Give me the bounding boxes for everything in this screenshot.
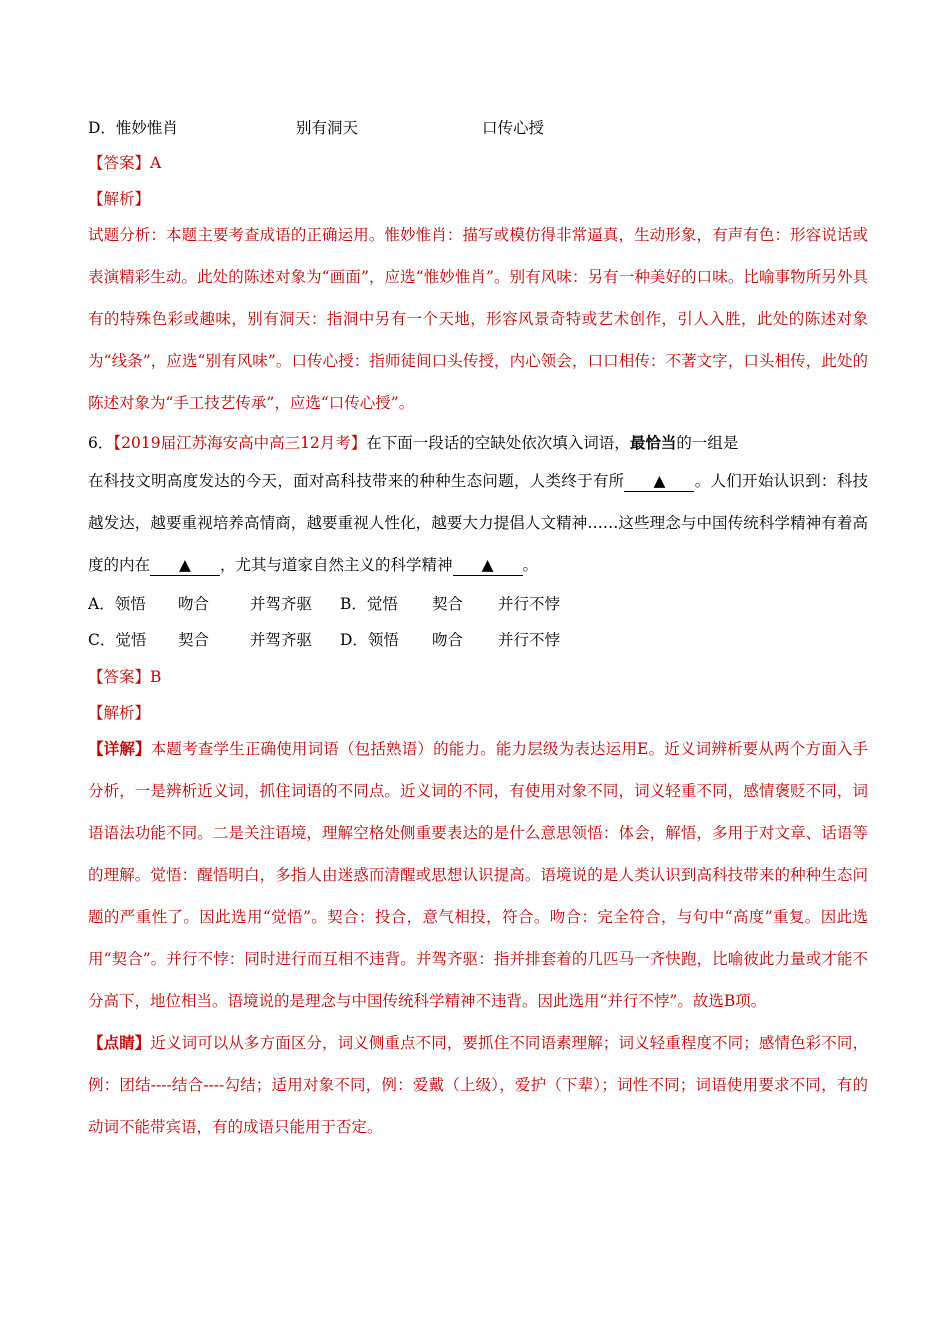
q6-option-d-word3: 并行不悖: [498, 631, 561, 649]
q6-stem-b: 的一组是: [676, 434, 739, 452]
q6-answer: 【答案】B: [88, 668, 162, 686]
q6-option-d: D．领悟: [340, 631, 399, 649]
q6-options-row-1: [88, 586, 868, 622]
q6-tip: [88, 1022, 868, 1148]
q6-stem-emphasis: 最恰当: [629, 434, 677, 452]
q6-detail-label: 【详解】: [88, 739, 151, 758]
q6-passage: [88, 460, 868, 586]
q6-option-b: B．觉悟: [340, 595, 398, 613]
q5-analysis-text: 试题分析：本题主要考查成语的正确运用。惟妙惟肖：描写或模仿得非常逼真，生动形象，有声有色：形容说话或表演精彩生动。此处的陈述对象为“画面”，应选“惟妙惟肖”。别有风味：另有一种美好的口味。比喻事物所另外具有的特殊色彩或趣味，别有洞天：指洞中另有一个天地，形容风景奇特或艺术创作，引人入胜，此处的陈述对象为“线条”，应选“别有风味”。口传心授：指师徒间口头传授，内心领会，口口相传：不著文字，口头相传，此处的陈述对象为“手工技艺传承”，应选“口传心授”。: [88, 226, 868, 412]
q6-options-row-2: [88, 622, 868, 658]
q6-option-c-word3: 并驾齐驱: [250, 631, 313, 649]
q6-tip-text: 近义词可以从多方面区分，词义侧重点不同，要抓住不同语素理解；词义轻重程度不同；感情色彩不同，例：团结----结合----勾结；适用对象不同，例：爱戴（上级），爱护（下辈）；词性不同；词语使用要求不同，有的动词不能带宾语，有的成语只能用于否定。: [88, 1034, 868, 1136]
q6-option-a-word3: 并驾齐驱: [250, 595, 313, 613]
q5-option-d: [88, 110, 868, 146]
document-page: [88, 110, 868, 1148]
q6-blank-3: ▲: [453, 555, 523, 576]
q6-detail-text: 本题考查学生正确使用词语（包括熟语）的能力。能力层级为表达运用E。近义词辨析要从两个方面入手分析，一是辨析近义词，抓住词语的不同点。近义词的不同，有使用对象不同，词义轻重不同，感情褒贬不同，词语语法功能不同。二是关注语境，理解空格处侧重要表达的是什么意思领悟：体会，解悟，多用于对文章、话语等的理解。觉悟：醒悟明白，多指人由迷惑而清醒或思想认识提高。语境说的是人类认识到高科技带来的种种生态问题的严重性了。因此选用“觉悟”。契合：投合，意气相投，符合。吻合：完全符合，与句中“高度”重复。因此选用“契合”。并行不悖：同时进行而互相不违背。并驾齐驱：指并排套着的几匹马一齐快跑，比喻彼此力量或才能不分高下，地位相当。语境说的是理念与中国传统科学精神不违背。因此选用“并行不悖”。故选B项。: [88, 740, 868, 1010]
q6-option-c: C．觉悟: [88, 631, 147, 649]
q6-stem-a: 在下面一段话的空缺处依次填入词语，: [366, 434, 630, 452]
q6-passage-part1: 在科技文明高度发达的今天，面对高科技带来的种种生态问题，人类终于有所: [88, 472, 625, 490]
q6-blank-1: ▲: [624, 471, 694, 492]
q6-option-b-word3: 并行不悖: [498, 595, 561, 613]
q5-option-d-word2: 别有洞天: [296, 119, 359, 137]
q5-option-d-label: D．惟妙惟肖: [88, 119, 178, 137]
q6-source: 【2019届江苏海安高中高三12月考】: [113, 434, 367, 452]
q6-option-c-word2: 契合: [178, 631, 210, 649]
q5-analysis-label: 【解析】: [88, 190, 151, 208]
q6-option-d-word2: 吻合: [432, 631, 464, 649]
q6-passage-part2: 。人们开始认识到：科技越发达，越要重视培养高情商，越要重视人性化，越要大力提倡人文精神……这些理念与中国传统科学精神有着高度的内在: [88, 472, 868, 574]
q6-passage-part3: ，尤其与道家自然主义的科学精神: [220, 556, 453, 574]
q6-option-a-word2: 吻合: [178, 595, 210, 613]
q5-option-d-word3: 口传心授: [482, 119, 545, 137]
q6-analysis-label: 【解析】: [88, 704, 151, 722]
q6-passage-part4: 。: [522, 556, 539, 574]
q6-blank-2: ▲: [150, 555, 220, 576]
q6-option-a: A．领悟: [88, 595, 146, 613]
q6-number: 6．: [88, 434, 114, 452]
q5-answer: 【答案】A: [88, 154, 162, 172]
q6-tip-label: 【点睛】: [88, 1033, 151, 1052]
q6-title: [88, 424, 868, 462]
q6-option-b-word2: 契合: [432, 595, 464, 613]
q6-detail: [88, 728, 868, 1022]
